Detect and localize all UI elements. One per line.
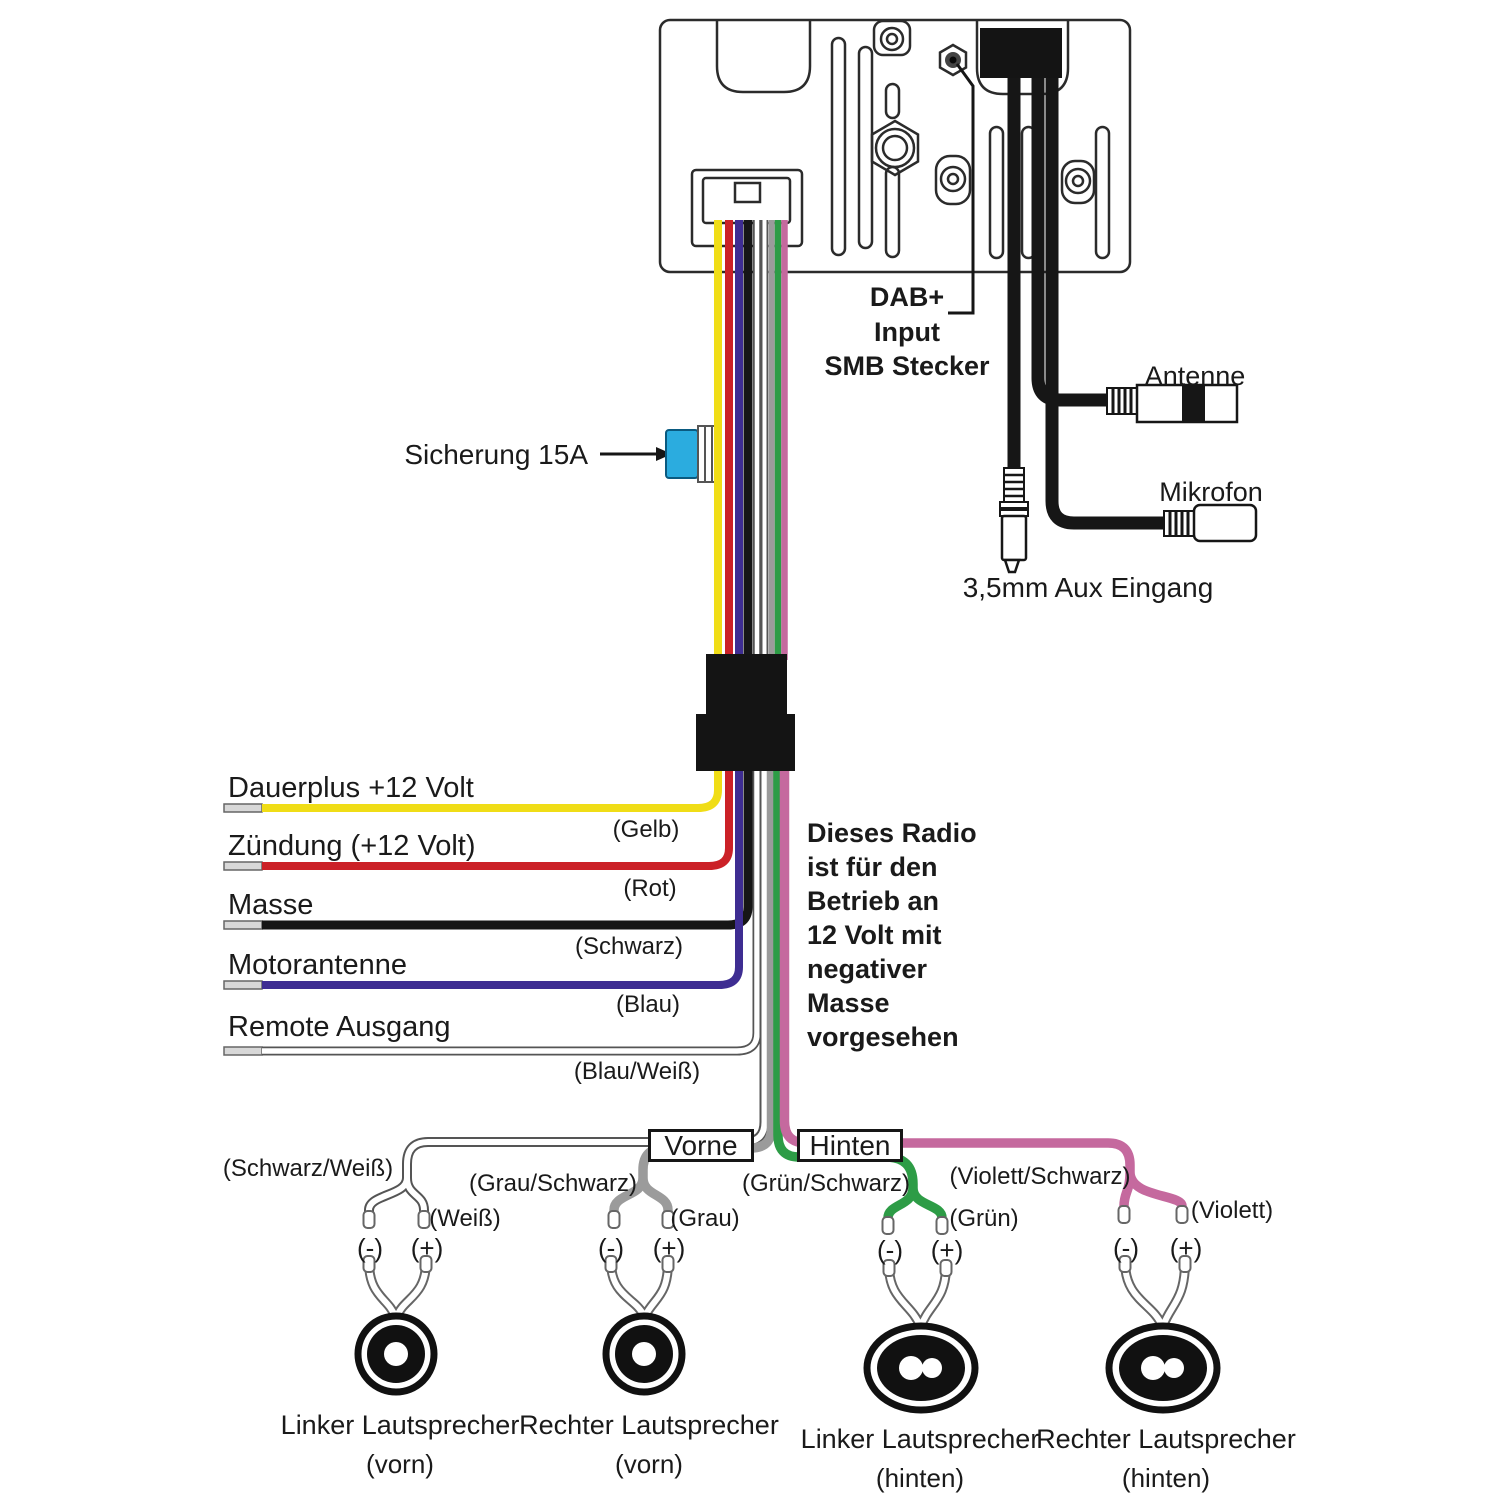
pair-label-schwarzweiss: (Schwarz/Weiß): [222, 1155, 394, 1182]
polarity-neg: (-): [1113, 1233, 1139, 1263]
polarity-pos: (+): [652, 1233, 686, 1263]
harness-connector-lower: [696, 714, 795, 771]
polarity-neg: (-): [357, 1233, 383, 1263]
speaker-name: Rechter Lautsprecher: [519, 1410, 779, 1440]
speaker-rear-left-dustcap2: [922, 1358, 942, 1378]
lead-caps: [364, 1256, 1191, 1276]
pair-label-violettschwarz: (Violett/Schwarz): [949, 1163, 1131, 1190]
antenna-mount-ring: [876, 129, 914, 167]
speaker-lead: [889, 1266, 946, 1326]
aux-plug-tip: [1005, 560, 1019, 572]
power-wire-label-masse: Masse: [228, 889, 314, 921]
pair-label-gruenschwarz: (Grün/Schwarz): [741, 1170, 911, 1197]
junction-box-front: Vorne: [648, 1129, 754, 1162]
aux-plug-ring: [1000, 502, 1028, 508]
speaker-position: (vorn): [615, 1449, 683, 1479]
vent-slot: [832, 38, 845, 255]
notice-line: 12 Volt mit: [807, 920, 942, 950]
speaker-label-front-right: [499, 1410, 799, 1480]
screw-hole-mid: [941, 167, 965, 191]
screw-hole-mid-center: [948, 174, 958, 184]
power-wire-label-remote: Remote Ausgang: [228, 1011, 451, 1043]
antenna-label: Antenne: [1144, 361, 1246, 391]
fuse-label: Sicherung 15A: [404, 439, 588, 470]
aux-label: 3,5mm Aux Eingang: [962, 572, 1214, 603]
wire-tip: [224, 862, 262, 870]
speaker-rear-left-dustcap: [899, 1356, 923, 1380]
terminal-cap: [364, 1211, 375, 1228]
polarity-neg: (-): [877, 1235, 903, 1265]
screw-hole-top: [881, 28, 903, 50]
vent-slot: [859, 47, 872, 248]
wire-color-label-schwarz: (Schwarz): [574, 933, 684, 960]
notice-line: negativer: [807, 954, 928, 984]
dab-label-line3: SMB Stecker: [824, 351, 990, 381]
speaker-rear-right-dustcap2: [1164, 1358, 1184, 1378]
screw-hole-top-center: [887, 34, 897, 44]
power-wire-label-motorantenne: Motorantenne: [228, 949, 407, 981]
dab-module-block: [980, 28, 1062, 78]
smb-connector-pin: [950, 57, 957, 64]
chassis-left-tongue: [717, 21, 810, 92]
wire-label-grau: (Grau): [670, 1205, 740, 1232]
harness-connector-upper: [706, 654, 787, 716]
speaker-label-rear-right: [1016, 1424, 1316, 1494]
wire-color-label-gelb: (Gelb): [612, 816, 680, 843]
screw-hole-right: [1066, 169, 1090, 193]
wire-color-label-blauweiss: (Blau/Weiß): [573, 1058, 701, 1085]
pair-label-grauschwarz: (Grau/Schwarz): [468, 1170, 638, 1197]
wire-tip: [224, 981, 262, 989]
speaker-name: Rechter Lautsprecher: [1036, 1424, 1296, 1454]
harness-bundle: [718, 220, 785, 660]
speaker-front-right-dustcap: [632, 1342, 656, 1366]
voltage-notice: [807, 816, 977, 1054]
terminal-cap: [937, 1217, 948, 1234]
wire-label-weiss: (Weiß): [429, 1205, 501, 1232]
speaker-name: Linker Lautsprecher: [800, 1424, 1040, 1454]
terminal-cap: [1177, 1206, 1188, 1223]
power-wires: [262, 768, 757, 1051]
wire-label-gruen: (Grün): [949, 1205, 1019, 1232]
speaker-leads: [364, 1256, 1191, 1326]
vent-slot: [990, 127, 1003, 258]
wire-color-label-rot: (Rot): [623, 875, 677, 902]
notice-line: vorgesehen: [807, 1022, 959, 1052]
power-wire-label-zuendung: Zündung (+12 Volt): [228, 830, 476, 862]
notice-line: Masse: [807, 988, 890, 1018]
microphone-label: Mikrofon: [1159, 477, 1263, 507]
speaker-front-left-dustcap: [384, 1342, 408, 1366]
terminal-cap: [609, 1211, 620, 1228]
vent-slot: [886, 167, 899, 257]
terminal-cap: [1119, 1206, 1130, 1223]
junction-box-rear: Hinten: [797, 1129, 903, 1162]
terminal-cap: [419, 1211, 430, 1228]
wire-tip: [224, 1047, 262, 1055]
speaker-position: (vorn): [366, 1449, 434, 1479]
notice-line: Betrieb an: [807, 886, 940, 916]
vent-slot: [886, 84, 899, 118]
iso-connector-inner: [703, 178, 790, 223]
polarity-pos: (+): [1169, 1233, 1203, 1263]
speaker-rear-right-dustcap: [1141, 1356, 1165, 1380]
polarity-neg: (-): [598, 1233, 624, 1263]
wire-color-label-blau: (Blau): [615, 991, 681, 1018]
wire-tip: [224, 921, 262, 929]
aux-plug: [1000, 468, 1028, 572]
speakers: [358, 1316, 1217, 1410]
wire-label-violett: (Violett): [1190, 1197, 1274, 1224]
microphone-connector: [1164, 505, 1256, 541]
terminal-cap: [883, 1217, 894, 1234]
speaker-position: (hinten): [1121, 1463, 1211, 1493]
microphone-connector-body: [1194, 505, 1256, 541]
screw-hole-right-center: [1073, 176, 1083, 186]
wire-tip: [224, 804, 262, 812]
notice-line: ist für den: [807, 852, 938, 882]
iso-connector-key: [735, 183, 760, 202]
power-wire-label-dauerplus: Dauerplus +12 Volt: [228, 772, 474, 804]
antenna-mount-ring-inner: [883, 136, 907, 160]
aux-plug-body: [1002, 516, 1026, 560]
polarity-pos: (+): [410, 1233, 444, 1263]
vent-slot: [1096, 127, 1109, 258]
speaker-position: (hinten): [875, 1463, 965, 1493]
notice-line: Dieses Radio: [807, 818, 977, 848]
dab-label-line2: Input: [874, 317, 940, 347]
polarity-pos: (+): [930, 1235, 964, 1265]
dab-label-line1: DAB+: [869, 282, 945, 312]
speaker-name: Linker Lautsprecher: [280, 1410, 520, 1440]
fuse-body: [666, 430, 698, 478]
